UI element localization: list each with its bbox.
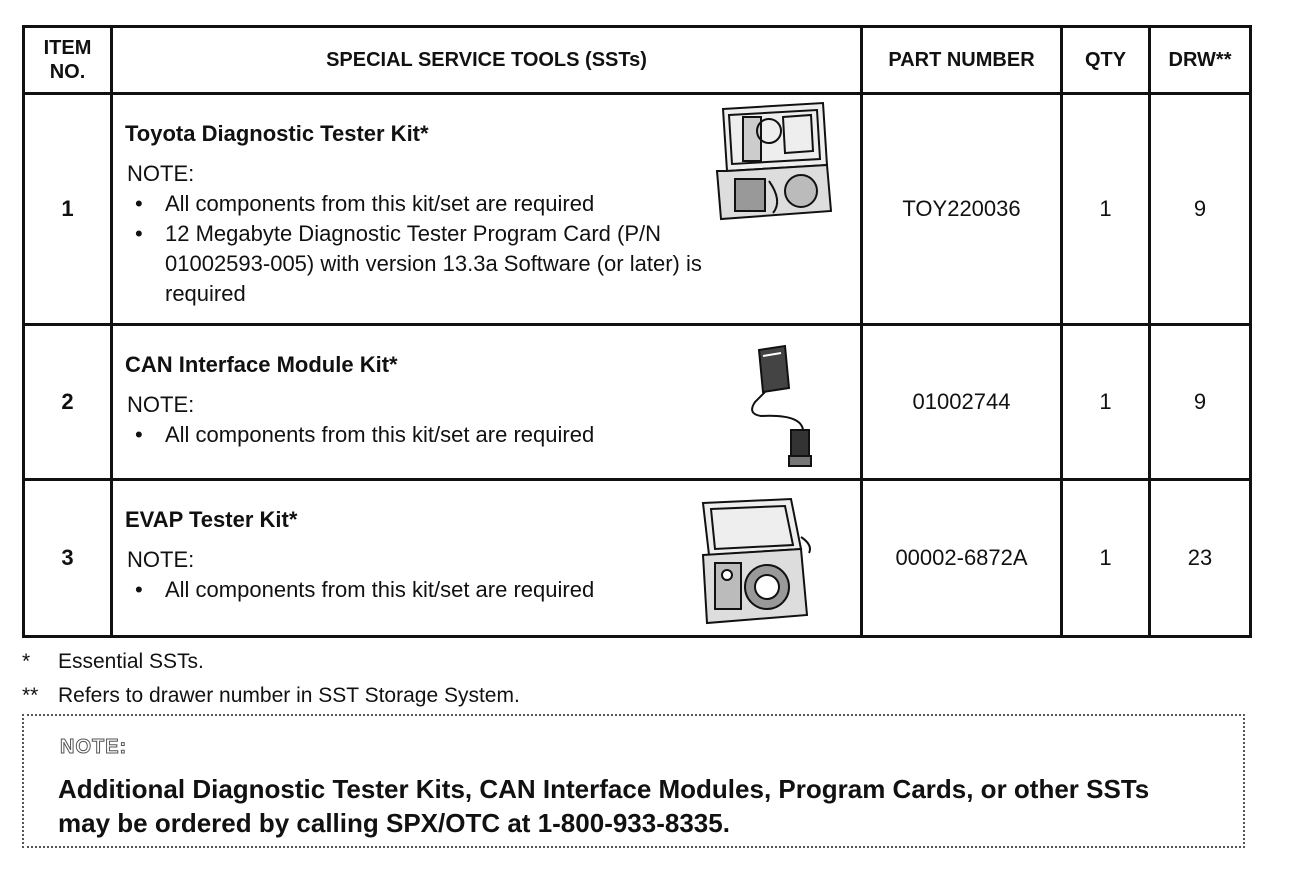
footnotes xyxy=(22,645,520,713)
note-label: NOTE: xyxy=(127,161,195,186)
tool-description xyxy=(112,94,862,325)
sst-table xyxy=(22,25,1252,638)
table-row xyxy=(24,325,1251,480)
tool-name: CAN Interface Module Kit* xyxy=(125,352,398,377)
footnote xyxy=(22,645,520,679)
diagnostic-tester-kit-case-icon xyxy=(713,101,833,221)
qty: 1 xyxy=(1062,325,1150,480)
tool-name: EVAP Tester Kit* xyxy=(125,507,298,532)
part-number: 00002-6872A xyxy=(862,480,1062,637)
header-tools: SPECIAL SERVICE TOOLS (SSTs) xyxy=(112,27,862,94)
footnote-text: Essential SSTs. xyxy=(58,650,204,673)
table-header-row xyxy=(24,27,1251,94)
tool-description xyxy=(112,480,862,637)
drawer-number: 9 xyxy=(1150,325,1251,480)
header-drw: DRW** xyxy=(1150,27,1251,94)
footnote-marker: ** xyxy=(22,684,39,707)
note-box xyxy=(22,714,1245,848)
qty: 1 xyxy=(1062,94,1150,325)
item-number: 2 xyxy=(24,325,112,480)
note-box-label: NOTE: xyxy=(60,736,128,758)
footnote-text: Refers to drawer number in SST Storage System. xyxy=(58,684,520,707)
tool-name: Toyota Diagnostic Tester Kit* xyxy=(125,121,429,146)
footnote-marker: * xyxy=(22,650,31,673)
header-qty: QTY xyxy=(1062,27,1150,94)
header-part-number: PART NUMBER xyxy=(862,27,1062,94)
drawer-number: 9 xyxy=(1150,94,1251,325)
note-box-text: Additional Diagnostic Tester Kits, CAN Interface Modules, Program Cards, or other SSTs may be ordered by calling SPX/OTC at 1-800-933-8335. xyxy=(58,774,1150,838)
note-item: • All components from this kit/set are required xyxy=(135,189,860,219)
tool-description xyxy=(112,325,862,480)
part-number: 01002744 xyxy=(862,325,1062,480)
table-row xyxy=(24,480,1251,637)
note-label: NOTE: xyxy=(127,547,195,572)
table-row xyxy=(24,94,1251,325)
header-item-no: ITEM NO. xyxy=(24,27,112,94)
drawer-number: 23 xyxy=(1150,480,1251,637)
part-number: TOY220036 xyxy=(862,94,1062,325)
can-interface-module-icon xyxy=(741,342,821,470)
note-label: NOTE: xyxy=(127,392,195,417)
note-item: • All components from this kit/set are required xyxy=(135,575,860,605)
item-number: 3 xyxy=(24,480,112,637)
note-item: • All components from this kit/set are required xyxy=(135,420,860,450)
note-item: • 12 Megabyte Diagnostic Tester Program Card (P/N 01002593-005) with version 13.3a Software (or later) is required xyxy=(135,219,725,309)
qty: 1 xyxy=(1062,480,1150,637)
evap-tester-case-icon xyxy=(697,497,819,625)
footnote xyxy=(22,679,520,713)
item-number: 1 xyxy=(24,94,112,325)
